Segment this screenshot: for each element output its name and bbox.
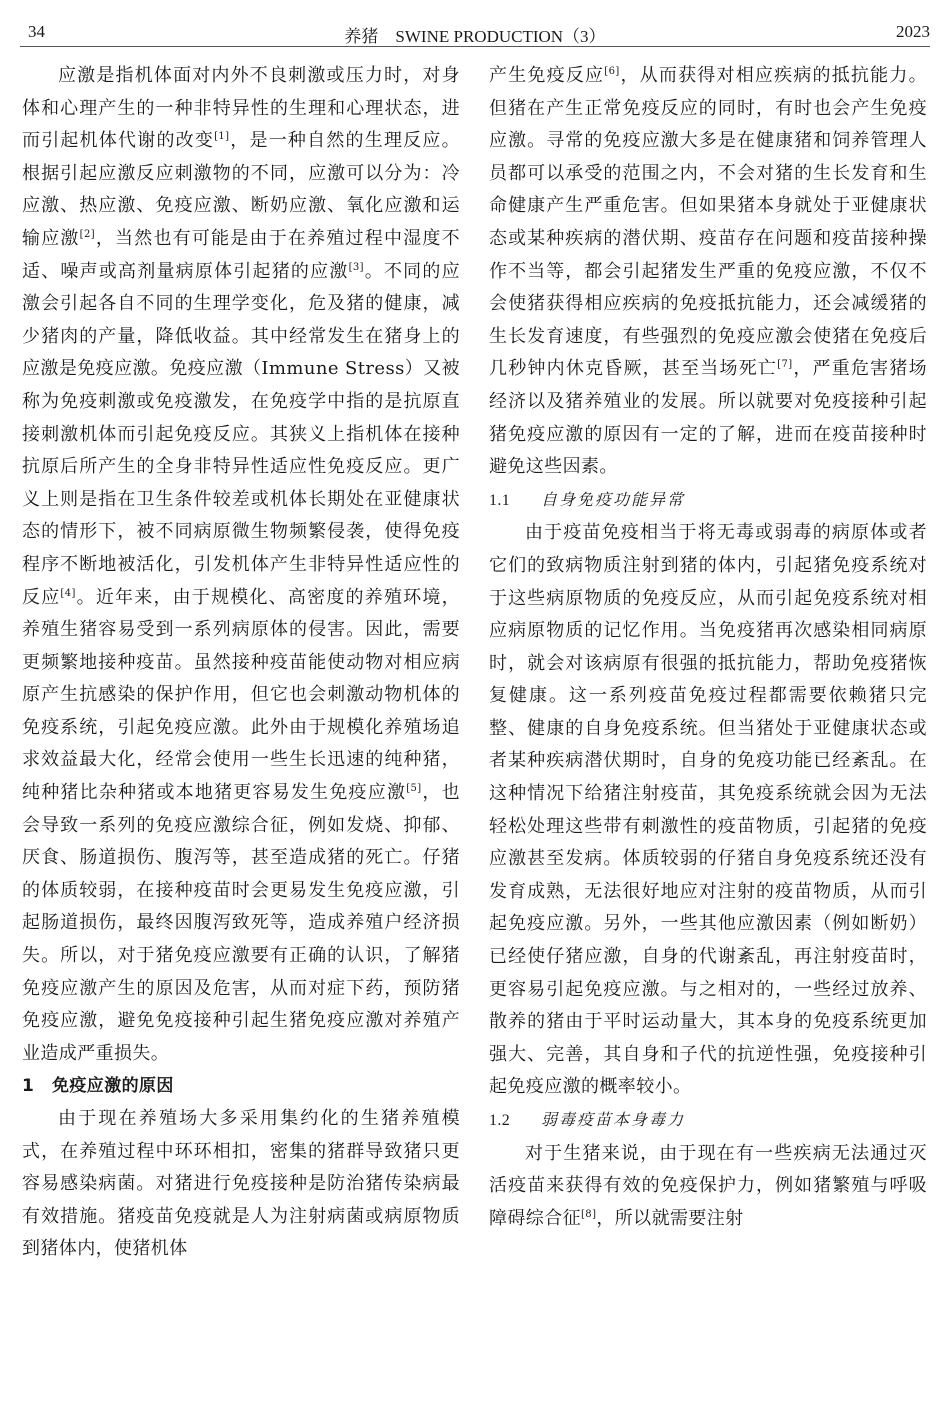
citation[interactable]: [5] [406,783,422,795]
citation[interactable]: [6] [604,66,620,77]
subsection-heading [489,484,927,518]
section-paragraph: 由于现在养殖场大多采用集约化的生猪养殖模式，在养殖过程中环环相扣，密集的猪群导致猪只更容易感染病菌。对猪进行免疫接种是防治猪传染病最有效措施。猪疫苗免疫就是人为注射病菌或病原物质到猪体内，使猪机体 [22,1108,460,1260]
subsection-number: 1.1 [489,491,511,509]
intro-paragraph: 应激是指机体面对内外不良刺激或压力时，对身体和心理产生的一种非特异性的生理和心理状态，进而引起机体代谢的改变[1]，是一种自然的生理反应。根据引起应激反应刺激物的不同，应激可以分为：冷应激、热应激、免疫应激、断奶应激、氧化应激和运输应激[2]，当然也有可能是由于在养殖过程中湿度不适、噪声或高剂量病原体引起猪的应激[3]。不同的应激会引起各自不同的生理学变化，危及猪的健康，减少猪肉的产量，降低收益。其中经常发生在猪身上的应激是免疫应激。免疫应激（Immune Stress）又被称为免疫刺激或免疫激发，在免疫学中指的是抗原直接刺激机体而引起免疫反应。其狭义上指机体在接种抗原后所产生的全身非特异性适应性免疫反应。更广义上则是指在卫生条件较差或机体长期处在亚健康状态的情形下，被不同病原微生物频繁侵袭，使得免疫程序不断地被活化，引发机体产生非特异性适应性的反应[4]。近年来，由于规模化、高密度的养殖环境，养殖生猪容易受到一系列病原体的侵害。因此，需要更频繁地接种疫苗。虽然接种疫苗能使动物对相应病原产生抗感染的保护作用，但它也会刺激动物机体的免疫系统，引起免疫应激。此外由于规模化养殖场追求效益最大化，经常会使用一些生长迅速的纯种猪，纯种猪比杂种猪或本地猪更容易发生免疫应激[5]，也会导致一系列的免疫应激综合征，例如发烧、抑郁、厌食、肠道损伤、腹泻等，甚至造成猪的死亡。仔猪的体质较弱，在接种疫苗时会更易发生免疫应激，引起肠道损伤，最终因腹泻致死等，造成养殖户经济损失。所以，对于猪免疫应激要有正确的认识，了解猪免疫应激产生的原因及危害，从而对症下药，预防猪免疫应激，避免免疫接种引起生猪免疫应激对养殖产业造成严重损失。 [22,65,460,1064]
page-header [20,16,930,47]
left-column [22,60,460,1266]
section-heading [22,1070,460,1103]
subsection-paragraph: 对于生猪来说，由于现在有一些疾病无法通过灭活疫苗来获得有效的免疫保护力，例如猪繁殖与呼吸障碍综合征[8]，所以就需要注射 [489,1142,927,1229]
journal-title: 养猪 SWINE PRODUCTION（3） [344,27,606,46]
issue-year: 2023 [896,22,930,41]
citation[interactable]: [7] [777,359,793,371]
section-title: 免疫应激的原因 [52,1076,174,1097]
citation[interactable]: [8] [581,1208,597,1220]
subsection-title: 弱毒疫苗本身毒力 [541,1110,686,1129]
citation[interactable]: [1] [214,131,230,143]
citation[interactable]: [2] [79,228,96,240]
subsection-paragraph: 由于疫苗免疫相当于将无毒或弱毒的病原体或者它们的致病物质注射到猪的体内，引起猪免疫系统对于这些病原物质的免疫反应，从而引起免疫系统对相应病原物质的记忆作用。当免疫猪再次感染相同病原时，就会对该病原有很强的抵抗能力，帮助免疫猪恢复健康。这一系列疫苗免疫过程都需要依赖猪只完整、健康的自身免疫系统。但当猪处于亚健康状态或者某种疾病潜伏期时，自身的免疫功能已经紊乱。在这种情况下给猪注射疫苗，其免疫系统就会因为无法轻松处理这些带有刺激性的疫苗物质，引起猪的免疫应激甚至发病。体质较弱的仔猪自身免疫系统还没有发育成熟，无法很好地应对注射的疫苗物质，从而引起免疫应激。另外，一些其他应激因素（例如断奶）已经使仔猪应激，自身的代谢紊乱，再注射疫苗时，更容易引起免疫应激。与之相对的，一些经过放养、散养的猪由于平时运动量大，其本身的免疫系统更加强大、完善，其自身和子代的抗逆性强，免疫接种引起免疫应激的概率较小。 [489,522,927,1098]
continued-paragraph: 产生免疫反应[6]，从而获得对相应疾病的抵抗能力。但猪在产生正常免疫反应的同时，有时也会产生免疫应激。寻常的免疫应激大多是在健康猪和饲养管理人员都可以承受的范围之内，不会对猪的生长发育和生命健康产生严重危害。但如果猪本身就处于亚健康状态或某种疾病的潜伏期、疫苗存在问题和疫苗接种操作不当等，都会引起猪发生严重的免疫应激，不仅不会使猪获得相应疾病的免疫抵抗能力，还会减缓猪的生长发育速度，有些强烈的免疫应激会使猪在免疫后几秒钟内休克昏厥，甚至当场死亡[7]，严重危害猪场经济以及猪养殖业的发展。所以就要对免疫接种引起猪免疫应激的原因有一定的了解，进而在疫苗接种时避免这些因素。 [489,65,927,478]
subsection-title: 自身免疫功能异常 [541,489,686,509]
subsection-number: 1.2 [489,1112,511,1129]
right-column [489,60,927,1235]
citation[interactable]: [4] [60,587,76,599]
page-number: 34 [28,22,45,41]
section-number: 1 [22,1076,35,1097]
subsection-heading [489,1104,927,1138]
citation[interactable]: [3] [348,261,364,273]
